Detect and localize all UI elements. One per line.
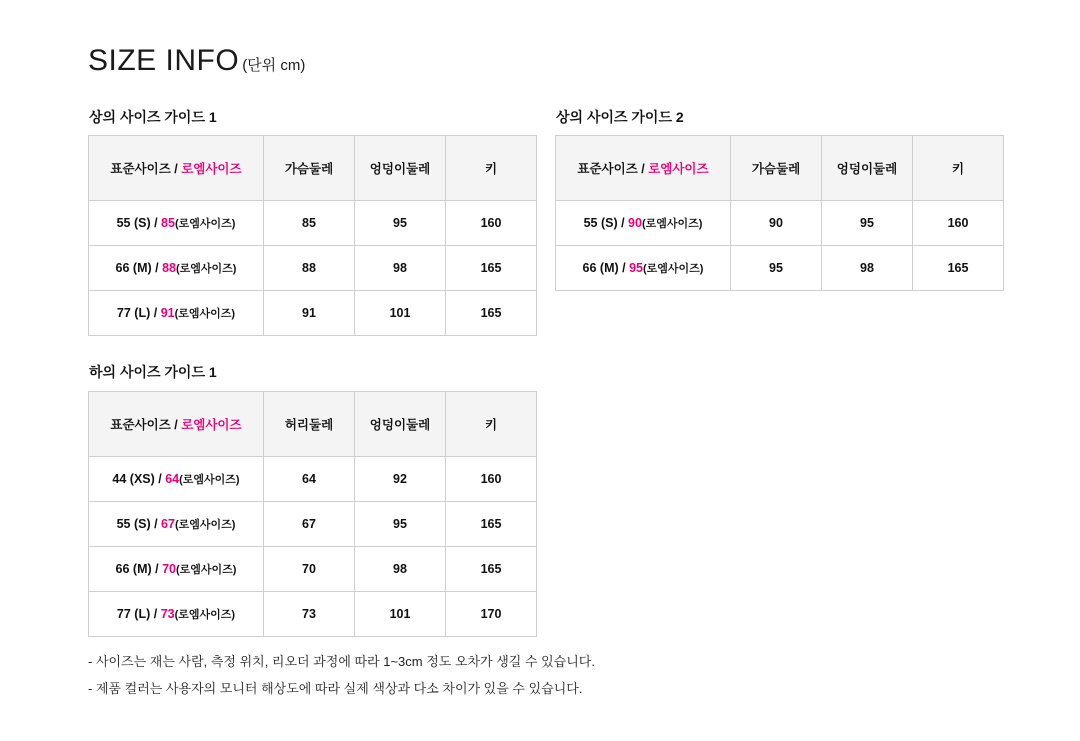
column-header-size bbox=[556, 136, 731, 201]
cell-hip: 101 bbox=[355, 291, 446, 336]
cell-size bbox=[89, 547, 264, 592]
table-row bbox=[89, 246, 537, 291]
cell-hip: 92 bbox=[355, 457, 446, 502]
footnote-measurement: - 사이즈는 재는 사람, 측정 위치, 리오더 과정에 따라 1~3cm 정도 오차가 생길 수 있습니다. bbox=[88, 654, 595, 669]
cell-waist: 64 bbox=[264, 457, 355, 502]
column-header-waist: 허리둘레 bbox=[264, 392, 355, 457]
column-header-roem: 로엠사이즈 bbox=[181, 162, 242, 176]
cell-size bbox=[89, 201, 264, 246]
table-row bbox=[556, 201, 1004, 246]
cell-height: 160 bbox=[446, 201, 537, 246]
column-header-height: 키 bbox=[446, 136, 537, 201]
cell-chest: 95 bbox=[731, 246, 822, 291]
cell-size-standard: 55 (S) / bbox=[116, 216, 162, 230]
cell-size-note: (로엠사이즈) bbox=[175, 263, 237, 275]
column-header-size bbox=[89, 136, 264, 201]
table-row bbox=[89, 201, 537, 246]
cell-size-standard: 77 (L) / bbox=[116, 607, 161, 621]
cell-waist: 70 bbox=[264, 547, 355, 592]
column-header-hip: 엉덩이둘레 bbox=[355, 392, 446, 457]
cell-size bbox=[89, 457, 264, 502]
cell-height: 165 bbox=[446, 502, 537, 547]
column-header-hip: 엉덩이둘레 bbox=[355, 136, 446, 201]
column-header-chest: 가슴둘레 bbox=[264, 136, 355, 201]
table-header-row bbox=[89, 392, 537, 457]
cell-size-roem: 73 bbox=[160, 607, 175, 621]
cell-size-standard: 66 (M) / bbox=[115, 562, 163, 576]
cell-size-note: (로엠사이즈) bbox=[642, 263, 704, 275]
cell-hip: 95 bbox=[355, 502, 446, 547]
column-header-height: 키 bbox=[446, 392, 537, 457]
cell-size-note: (로엠사이즈) bbox=[174, 308, 236, 320]
cell-size-note: (로엠사이즈) bbox=[174, 218, 236, 230]
footnote-color: - 제품 컬러는 사용자의 모니터 해상도에 따라 실제 색상과 다소 차이가 있을 수 있습니다. bbox=[88, 681, 583, 696]
cell-waist: 73 bbox=[264, 592, 355, 637]
column-header-roem: 로엠사이즈 bbox=[181, 418, 242, 432]
cell-height: 165 bbox=[446, 547, 537, 592]
cell-size-note: (로엠사이즈) bbox=[179, 474, 240, 486]
table-row bbox=[89, 592, 537, 637]
cell-chest: 91 bbox=[264, 291, 355, 336]
column-header-chest: 가슴둘레 bbox=[731, 136, 822, 201]
cell-height: 165 bbox=[446, 291, 537, 336]
cell-size-note: (로엠사이즈) bbox=[641, 218, 703, 230]
column-header-size bbox=[89, 392, 264, 457]
footnotes bbox=[88, 648, 595, 702]
section-heading-bottom-1: 하의 사이즈 가이드 1 bbox=[89, 364, 217, 380]
table-header-row bbox=[89, 136, 537, 201]
cell-size bbox=[89, 592, 264, 637]
cell-chest: 90 bbox=[731, 201, 822, 246]
column-header-standard: 표준사이즈 / bbox=[110, 162, 182, 176]
column-header-standard: 표준사이즈 / bbox=[110, 418, 182, 432]
cell-size-standard: 66 (M) / bbox=[582, 261, 630, 275]
cell-hip: 95 bbox=[355, 201, 446, 246]
cell-size-standard: 77 (L) / bbox=[116, 306, 161, 320]
cell-size-roem: 67 bbox=[161, 517, 175, 531]
table-row bbox=[89, 291, 537, 336]
table-row bbox=[89, 502, 537, 547]
cell-size-roem: 91 bbox=[160, 306, 175, 320]
section-heading-top-1: 상의 사이즈 가이드 1 bbox=[89, 109, 217, 125]
cell-chest: 88 bbox=[264, 246, 355, 291]
cell-size bbox=[556, 201, 731, 246]
cell-size-note: (로엠사이즈) bbox=[175, 564, 237, 576]
cell-height: 160 bbox=[446, 457, 537, 502]
cell-size-standard: 55 (S) / bbox=[116, 517, 162, 531]
cell-size-roem: 64 bbox=[165, 472, 180, 486]
cell-height: 170 bbox=[446, 592, 537, 637]
cell-size-roem: 85 bbox=[161, 216, 175, 230]
cell-size-standard: 66 (M) / bbox=[115, 261, 163, 275]
table-header-row bbox=[556, 136, 1004, 201]
cell-height: 165 bbox=[913, 246, 1004, 291]
column-header-standard: 표준사이즈 / bbox=[577, 162, 649, 176]
cell-size bbox=[89, 502, 264, 547]
cell-size bbox=[556, 246, 731, 291]
cell-height: 160 bbox=[913, 201, 1004, 246]
cell-size-roem: 95 bbox=[629, 261, 643, 275]
table-row bbox=[89, 457, 537, 502]
cell-hip: 98 bbox=[822, 246, 913, 291]
table-top-size-guide-2 bbox=[555, 135, 1004, 291]
cell-chest: 85 bbox=[264, 201, 355, 246]
cell-size-roem: 70 bbox=[162, 562, 176, 576]
section-heading-top-2: 상의 사이즈 가이드 2 bbox=[556, 109, 684, 125]
cell-hip: 98 bbox=[355, 246, 446, 291]
table-bottom-size-guide-1 bbox=[88, 391, 537, 637]
table-row bbox=[556, 246, 1004, 291]
page-title-unit: (단위 cm) bbox=[242, 57, 306, 74]
table-top-size-guide-1 bbox=[88, 135, 537, 336]
cell-size-note: (로엠사이즈) bbox=[174, 519, 236, 531]
cell-size bbox=[89, 291, 264, 336]
column-header-height: 키 bbox=[913, 136, 1004, 201]
cell-hip: 98 bbox=[355, 547, 446, 592]
cell-size-standard: 44 (XS) / bbox=[112, 472, 166, 486]
cell-hip: 95 bbox=[822, 201, 913, 246]
cell-size-roem: 90 bbox=[628, 216, 642, 230]
page-title-main: SIZE INFO bbox=[88, 44, 240, 77]
column-header-roem: 로엠사이즈 bbox=[648, 162, 709, 176]
cell-size bbox=[89, 246, 264, 291]
cell-size-note: (로엠사이즈) bbox=[174, 609, 236, 621]
page-title bbox=[88, 44, 305, 78]
cell-size-roem: 88 bbox=[162, 261, 176, 275]
column-header-hip: 엉덩이둘레 bbox=[822, 136, 913, 201]
table-row bbox=[89, 547, 537, 592]
cell-size-standard: 55 (S) / bbox=[583, 216, 629, 230]
cell-hip: 101 bbox=[355, 592, 446, 637]
cell-height: 165 bbox=[446, 246, 537, 291]
cell-waist: 67 bbox=[264, 502, 355, 547]
